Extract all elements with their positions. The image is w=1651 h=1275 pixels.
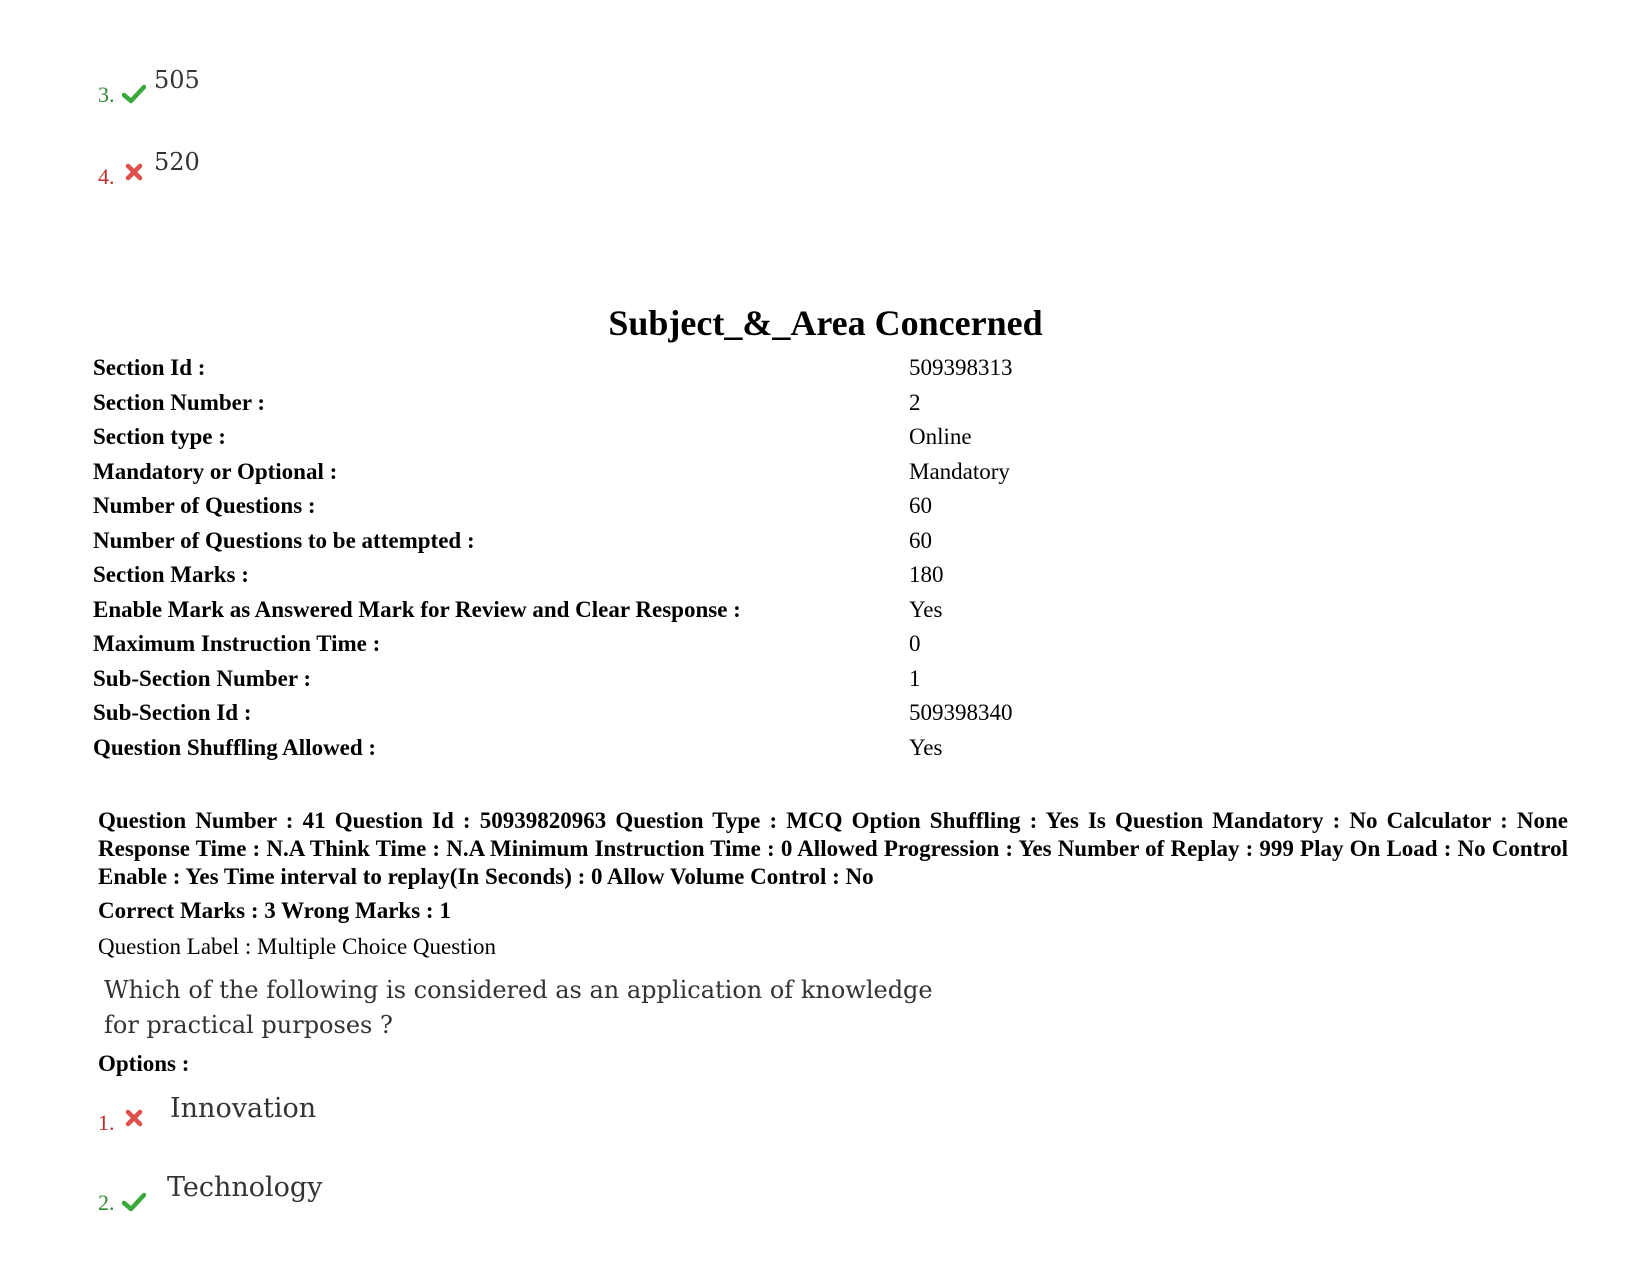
option-number: 1.	[98, 1110, 115, 1135]
check-icon	[122, 82, 146, 106]
info-label: Number of Questions to be attempted :	[93, 527, 475, 553]
info-label: Section type :	[93, 424, 226, 449]
cross-icon	[122, 160, 146, 184]
info-label: Sub-Section Id :	[93, 700, 252, 725]
option-number: 4.	[98, 164, 115, 189]
info-label: Section Number :	[93, 389, 266, 415]
info-row	[93, 631, 1493, 666]
option-number: 3.	[98, 82, 115, 107]
info-row	[93, 597, 1493, 632]
option-text: 505	[154, 66, 200, 94]
info-value: Yes	[909, 596, 943, 622]
cross-icon	[122, 1106, 146, 1130]
info-row	[93, 459, 1493, 494]
info-row	[93, 735, 1493, 770]
option-number: 2.	[98, 1190, 115, 1215]
info-row	[93, 424, 1493, 459]
info-row	[93, 562, 1493, 597]
info-label: Section Id :	[93, 355, 206, 380]
info-value: 509398313	[909, 355, 1013, 380]
info-label: Question Shuffling Allowed :	[93, 734, 377, 760]
question-text-line: for practical purposes ?	[104, 1011, 393, 1039]
info-value: 2	[909, 389, 921, 415]
info-label: Mandatory or Optional :	[93, 458, 338, 484]
option-text: Innovation	[170, 1093, 317, 1124]
check-icon	[122, 1190, 146, 1214]
question-meta: Question Number : 41 Question Id : 50939820963 Question Type : MCQ Option Shuffling : Yes Is Question Mandatory : No Calculator : None Response Time : N.A Think Time : N.A Minimum Instruction Time : 0 Allowed Progression : Yes Number of Replay : 999 Play On Load : No Control Enable : Yes Time interval to replay(In Seconds) : 0 Allow Volume Control : No	[98, 808, 1568, 889]
info-value: 180	[909, 562, 944, 587]
info-value: 1	[909, 665, 921, 691]
marks-line: Correct Marks : 3 Wrong Marks : 1	[98, 898, 451, 923]
info-label: Maximum Instruction Time :	[93, 631, 381, 656]
question-text	[104, 973, 1104, 1043]
info-label: Enable Mark as Answered Mark for Review and Clear Response :	[93, 596, 741, 622]
info-value: Online	[909, 424, 972, 449]
info-row	[93, 390, 1493, 425]
info-row	[93, 528, 1493, 563]
info-value: 0	[909, 631, 921, 656]
info-value: 60	[909, 493, 932, 518]
info-row	[93, 355, 1493, 390]
info-value: Mandatory	[909, 458, 1010, 484]
info-value: Yes	[909, 734, 943, 760]
info-label: Section Marks :	[93, 562, 249, 587]
section-title: Subject_&_Area Concerned	[608, 303, 1043, 343]
info-label: Sub-Section Number :	[93, 665, 312, 691]
info-row	[93, 700, 1493, 735]
info-row	[93, 666, 1493, 701]
question-text-line: Which of the following is considered as an application of knowledge	[104, 976, 933, 1004]
info-value: 509398340	[909, 700, 1013, 725]
options-label: Options :	[98, 1051, 190, 1076]
info-row	[93, 493, 1493, 528]
section-info-table	[93, 355, 1493, 769]
question-label: Question Label : Multiple Choice Question	[98, 934, 496, 959]
option-text: 520	[154, 148, 200, 176]
option-text: Technology	[167, 1172, 323, 1203]
info-value: 60	[909, 527, 932, 553]
info-label: Number of Questions :	[93, 493, 316, 518]
